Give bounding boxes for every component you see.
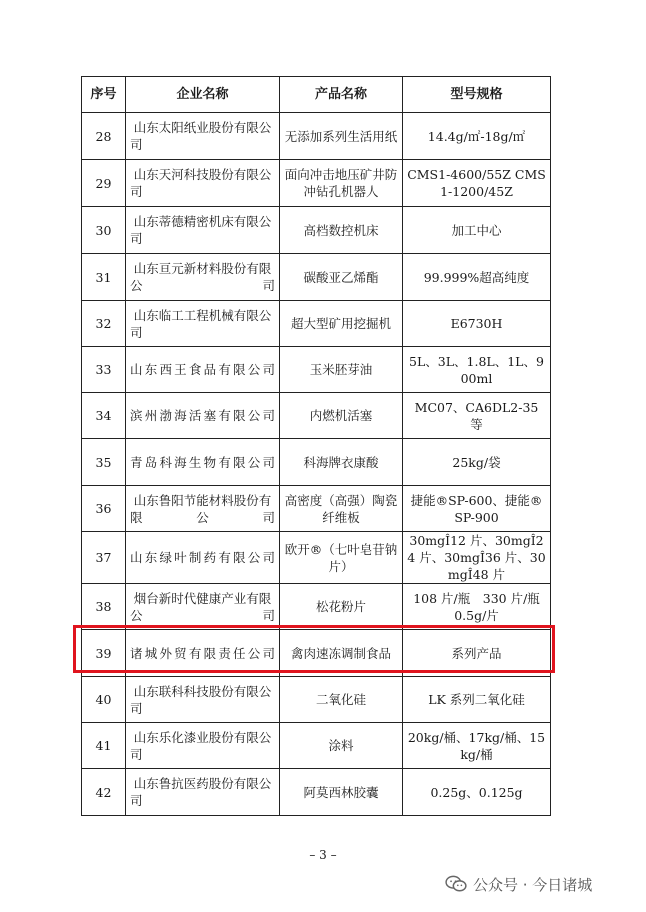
cell-spec: LK 系列二氧化硅 [403,677,551,723]
cell-company: 滨州渤海活塞有限公司 [126,393,280,439]
cell-spec: 20kg/桶、17kg/桶、15kg/桶 [403,723,551,769]
cell-no: 36 [82,486,126,532]
table-header-row [82,77,551,113]
cell-product: 内燃机活塞 [280,393,403,439]
table-row [82,769,551,816]
cell-spec: 系列产品 [403,630,551,677]
cell-product: 禽肉速冻调制食品 [280,630,403,677]
cell-product: 松花粉片 [280,584,403,630]
cell-company: 烟台新时代健康产业有限公司 [126,584,280,630]
cell-company: 山东鲁阳节能材料股份有限公司 [126,486,280,532]
header-spec: 型号规格 [403,77,551,113]
cell-product: 玉米胚芽油 [280,347,403,393]
cell-spec: MC07、CA6DL2-35 等 [403,393,551,439]
table-row [82,301,551,347]
cell-no: 29 [82,160,126,207]
cell-company: 山东临工工程机械有限公司 [126,301,280,347]
cell-product: 面向冲击地压矿井防冲钻孔机器人 [280,160,403,207]
table-row [82,207,551,254]
cell-company: 诸城外贸有限责任公司 [126,630,280,677]
cell-product: 欧开®（七叶皂苷钠片） [280,532,403,584]
cell-product: 无添加系列生活用纸 [280,113,403,160]
header-no: 序号 [82,77,126,113]
cell-company: 青岛科海生物有限公司 [126,439,280,486]
cell-no: 28 [82,113,126,160]
cell-no: 32 [82,301,126,347]
cell-no: 41 [82,723,126,769]
wechat-icon [445,875,467,893]
table-row [82,254,551,301]
cell-no: 30 [82,207,126,254]
table-row [82,113,551,160]
cell-company: 山东联科科技股份有限公司 [126,677,280,723]
table-row [82,160,551,207]
cell-product: 碳酸亚乙烯酯 [280,254,403,301]
table-row [82,393,551,439]
cell-company: 山东鲁抗医药股份有限公司 [126,769,280,816]
cell-spec: 5L、3L、1.8L、1L、900ml [403,347,551,393]
product-table [81,76,551,816]
cell-no: 31 [82,254,126,301]
cell-no: 33 [82,347,126,393]
highlight-box [73,625,555,673]
cell-no: 40 [82,677,126,723]
table-row [82,439,551,486]
cell-product: 科海牌衣康酸 [280,439,403,486]
watermark-text: 公众号 · 今日诸城 [473,875,593,894]
cell-company: 山东绿叶制药有限公司 [126,532,280,584]
header-product: 产品名称 [280,77,403,113]
cell-spec: CMS1-4600/55Z CMS1-1200/45Z [403,160,551,207]
cell-spec: 捷能®SP-600、捷能®SP-900 [403,486,551,532]
cell-spec: 30mgÎ12 片、30mgÎ24 片、30mgÎ36 片、30mgÎ48 片 [403,532,551,584]
cell-spec: 14.4g/㎡-18g/㎡ [403,113,551,160]
cell-spec: E6730H [403,301,551,347]
cell-product: 高档数控机床 [280,207,403,254]
cell-product: 高密度（高强）陶瓷纤维板 [280,486,403,532]
cell-spec: 108 片/瓶 330 片/瓶 0.5g/片 [403,584,551,630]
cell-product: 涂料 [280,723,403,769]
cell-company: 山东亘元新材料股份有限公司 [126,254,280,301]
table-row [82,347,551,393]
table-row [82,677,551,723]
cell-company: 山东天河科技股份有限公司 [126,160,280,207]
cell-company: 山东太阳纸业股份有限公司 [126,113,280,160]
cell-spec: 0.25g、0.125g [403,769,551,816]
cell-company: 山东乐化漆业股份有限公司 [126,723,280,769]
cell-no: 39 [82,630,126,677]
cell-spec: 加工中心 [403,207,551,254]
header-company: 企业名称 [126,77,280,113]
table-row [82,723,551,769]
cell-product: 阿莫西林胶囊 [280,769,403,816]
cell-no: 34 [82,393,126,439]
cell-no: 42 [82,769,126,816]
cell-product: 超大型矿用挖掘机 [280,301,403,347]
table-row [82,486,551,532]
cell-no: 37 [82,532,126,584]
cell-spec: 25kg/袋 [403,439,551,486]
cell-product: 二氧化硅 [280,677,403,723]
cell-company: 山东西王食品有限公司 [126,347,280,393]
cell-spec: 99.999%超高纯度 [403,254,551,301]
page-number: – 3 – [309,848,337,862]
table-row [82,584,551,630]
cell-company: 山东蒂德精密机床有限公司 [126,207,280,254]
cell-no: 35 [82,439,126,486]
watermark [445,871,592,897]
table-row [82,532,551,584]
cell-no: 38 [82,584,126,630]
